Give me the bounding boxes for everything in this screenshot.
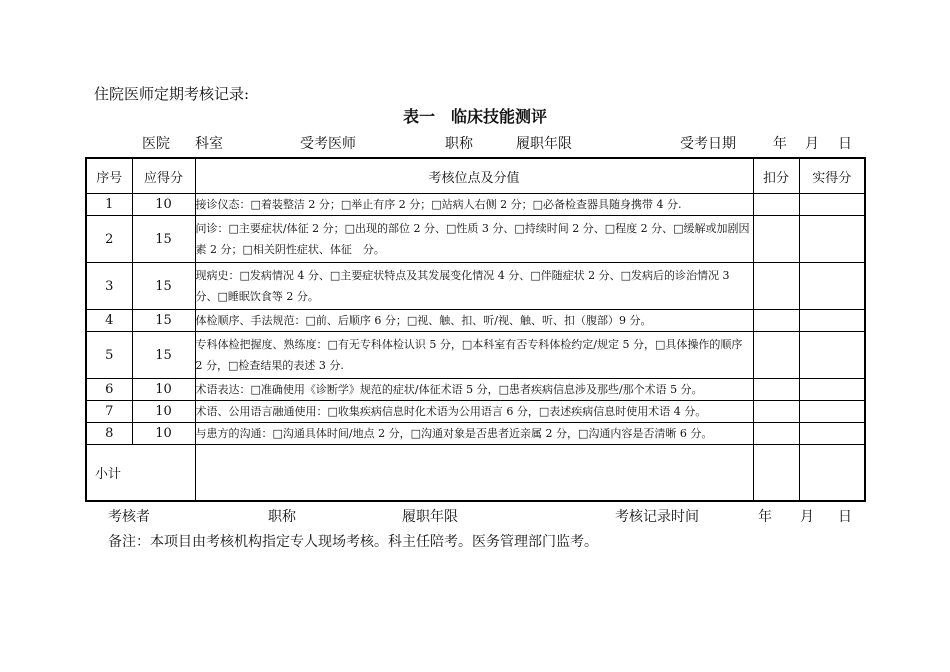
header-deduct: 扣分	[753, 158, 799, 194]
row-score: 15	[132, 332, 195, 379]
subtotal-deduct-cell[interactable]	[753, 445, 799, 501]
row-score: 10	[132, 423, 195, 445]
table-row	[86, 263, 865, 310]
actual-score-cell[interactable]	[799, 401, 865, 423]
examinee-label: 受考医师	[300, 136, 356, 152]
row-item-text: 与患方的沟通：□沟通具体时间/地点 2 分，□沟通对象是否患者近亲属 2 分，□沟通内容是否清晰 6 分。	[195, 423, 753, 445]
actual-score-cell[interactable]	[799, 194, 865, 216]
deduct-cell[interactable]	[753, 194, 799, 216]
deduct-cell[interactable]	[753, 423, 799, 445]
actual-score-cell[interactable]	[799, 332, 865, 379]
deduct-cell[interactable]	[753, 216, 799, 263]
day-label: 日	[838, 136, 852, 152]
deduct-cell[interactable]	[753, 310, 799, 332]
deduct-cell[interactable]	[753, 332, 799, 379]
remark-note: 备注：本项目由考核机构指定专人现场考核。科主任陪考。医务管理部门监考。	[108, 534, 598, 550]
row-seq: 1	[86, 194, 132, 216]
row-seq: 7	[86, 401, 132, 423]
row-score: 15	[132, 310, 195, 332]
table-title: 表一 临床技能测评	[402, 107, 547, 126]
table-row	[86, 423, 865, 445]
deduct-cell[interactable]	[753, 263, 799, 310]
record-title: 住院医师定期考核记录:	[94, 85, 250, 103]
subtotal-text: 小计	[95, 466, 122, 482]
row-score: 10	[132, 379, 195, 401]
header-score: 应得分	[132, 158, 195, 194]
row-seq: 6	[86, 379, 132, 401]
row-seq: 2	[86, 216, 132, 263]
subtotal-item-cell[interactable]	[195, 445, 753, 501]
header-item: 考核位点及分值	[195, 158, 753, 194]
row-seq: 3	[86, 263, 132, 310]
row-item-text: 接诊仪态：□着装整洁 2 分；□举止有序 2 分；□站病人右侧 2 分；□必备检查器具随身携带 4 分.	[195, 194, 753, 216]
record-time-label: 考核记录时间	[615, 509, 699, 525]
subtotal-actual-cell[interactable]	[799, 445, 865, 501]
year-label: 年	[773, 136, 787, 152]
footer-month-label: 月	[800, 509, 814, 525]
row-seq: 5	[86, 332, 132, 379]
actual-score-cell[interactable]	[799, 216, 865, 263]
department-label: 科室	[195, 136, 223, 152]
header-seq: 序号	[86, 158, 132, 194]
title-label: 职称	[445, 136, 473, 152]
examiner-info-row	[0, 506, 950, 526]
subtotal-label	[86, 445, 195, 501]
month-label: 月	[805, 136, 819, 152]
row-score: 15	[132, 216, 195, 263]
row-item-text: 体检顺序、手法规范：□前、后顺序 6 分；□视、触、扣、听/视、触、听、扣（腹部）9 分。	[195, 310, 753, 332]
table-row	[86, 310, 865, 332]
actual-score-cell[interactable]	[799, 379, 865, 401]
row-score: 10	[132, 194, 195, 216]
table-header-row	[86, 158, 865, 194]
row-seq: 8	[86, 423, 132, 445]
exam-date-label: 受考日期	[680, 136, 736, 152]
table-row	[86, 379, 865, 401]
row-item-text: 术语、公用语言融通使用：□收集疾病信息时化术语为公用语言 6 分，□表述疾病信息时使用术语 4 分。	[195, 401, 753, 423]
row-score: 15	[132, 263, 195, 310]
years-label: 履职年限	[516, 136, 572, 152]
row-item-text: 术语表达：□准确使用《诊断学》规范的症状/体征术语 5 分，□患者疾病信息涉及那些/那个术语 5 分。	[195, 379, 753, 401]
actual-score-cell[interactable]	[799, 310, 865, 332]
clinical-skills-table	[85, 157, 866, 502]
examiner-label: 考核者	[108, 509, 150, 525]
row-item-text: 专科体检把握度、熟练度：□有无专科体检认识 5 分，□本科室有否专科体检约定/规定 5 分，□具体操作的顺序 2 分，□检查结果的表述 3 分.	[195, 332, 753, 379]
deduct-cell[interactable]	[753, 379, 799, 401]
table-row	[86, 194, 865, 216]
table-row	[86, 401, 865, 423]
deduct-cell[interactable]	[753, 401, 799, 423]
header-actual: 实得分	[799, 158, 865, 194]
table-row	[86, 332, 865, 379]
row-item-text: 问诊：□主要症状/体征 2 分；□出现的部位 2 分、□性质 3 分、□持续时间 2 分、□程度 2 分、□缓解或加剧因素 2 分；□相关阴性症状、体征 分。	[195, 216, 753, 263]
actual-score-cell[interactable]	[799, 263, 865, 310]
actual-score-cell[interactable]	[799, 423, 865, 445]
row-seq: 4	[86, 310, 132, 332]
subtotal-row	[86, 445, 865, 501]
examiner-years-label: 履职年限	[402, 509, 458, 525]
row-item-text: 现病史：□发病情况 4 分、□主要症状特点及其发展变化情况 4 分、□伴随症状 2 分、□发病后的诊治情况 3 分、□睡眠饮食等 2 分。	[195, 263, 753, 310]
row-score: 10	[132, 401, 195, 423]
table-row	[86, 216, 865, 263]
examiner-title-label: 职称	[268, 509, 296, 525]
exam-info-row	[0, 133, 950, 153]
footer-year-label: 年	[758, 509, 772, 525]
hospital-label: 医院	[142, 136, 170, 152]
footer-day-label: 日	[838, 509, 852, 525]
